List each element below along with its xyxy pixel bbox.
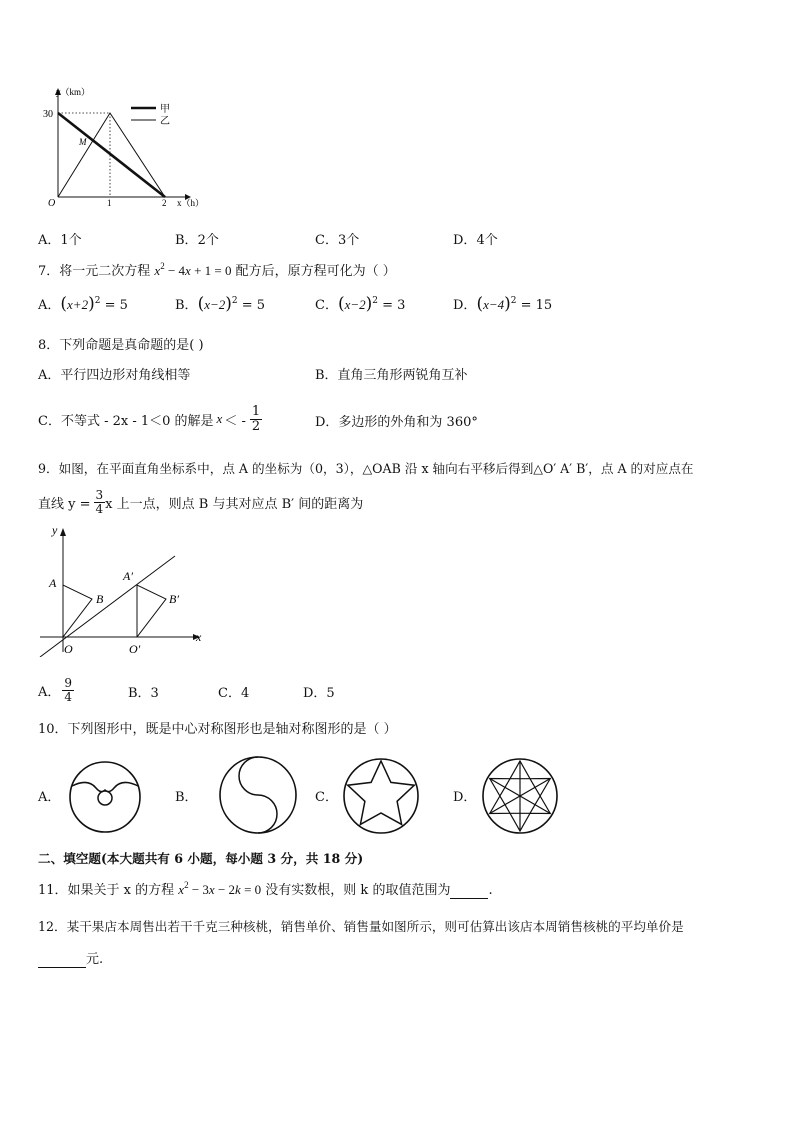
- figure-c-star-circle: [341, 756, 421, 836]
- legend-yi: 乙: [160, 116, 170, 127]
- q6-option-a: A．1个: [38, 233, 82, 248]
- q7-option-c: C．$(x-2)^2 = 3$: [315, 294, 406, 314]
- figure-b-yin-yang: [216, 753, 300, 837]
- q8-option-b: B．直角三角形两锐角互补: [315, 368, 468, 383]
- q7-stem: 7．将一元二次方程 $x^2 - 4x + 1 = 0$ 配方后，原方程可化为（ ）: [38, 261, 396, 279]
- x-tick-1: 1: [107, 198, 112, 208]
- label-o-prime: O′: [129, 642, 141, 656]
- figure-a-circle-hearts: [66, 758, 144, 836]
- q9-option-d: D．5: [303, 686, 335, 701]
- y-tick-30: 30: [43, 109, 53, 120]
- legend-jia: 甲: [160, 104, 170, 115]
- y-label: y: [52, 523, 58, 537]
- q6-option-b: B．2个: [175, 233, 219, 248]
- q10-option-b-letter: B．: [175, 790, 198, 805]
- label-a: A: [49, 576, 57, 590]
- figure-d-flower-circle: [480, 756, 560, 836]
- label-b-prime: B′: [169, 592, 179, 606]
- q8-stem: 8．下列命题是真命题的是( ): [38, 338, 204, 353]
- q10-option-a-letter: A．: [38, 790, 61, 805]
- x-label: x: [196, 630, 202, 644]
- q7-option-b: B．$(x-2)^2 = 5$: [175, 294, 266, 314]
- q8-option-c: C．不等式 - 2x - 1＜0 的解是 x ＜ - $\frac{1}{2}$: [38, 403, 261, 434]
- q9-option-c: C．4: [218, 686, 250, 701]
- q9-stem-line1: 9．如图，在平面直角坐标系中，点 A 的坐标为（0，3），△OAB 沿 x 轴向右平移后得到△O′ A′ B′，点 A 的对应点在: [38, 461, 694, 476]
- y-axis-arrow: [60, 528, 66, 536]
- x-tick-2: 2: [162, 198, 167, 208]
- line-y-3-4x: [40, 556, 175, 657]
- q11-answer-blank[interactable]: [450, 883, 488, 899]
- q8-option-a: A．平行四边形对角线相等: [38, 368, 191, 383]
- q6-option-d: D．4个: [453, 233, 498, 248]
- triangle-o2a2b2: [137, 585, 166, 637]
- line-jia: [58, 113, 165, 197]
- q9-option-a: A． $\frac{9}{4}$: [38, 675, 73, 704]
- q12-stem-line2: 元.: [38, 948, 103, 968]
- point-m-label: M: [79, 137, 87, 147]
- q10-option-c-letter: C．: [315, 790, 338, 805]
- origin-label: O: [48, 198, 56, 209]
- q10-stem: 10．下列图形中，既是中心对称图形也是轴对称图形的是（ ）: [38, 722, 397, 737]
- coordinate-graph: [35, 522, 210, 657]
- label-a-prime: A′: [123, 569, 133, 583]
- q11-stem: 11．如果关于 x 的方程 $x^2 - 3x - 2k = 0$ 没有实数根，则 k 的取值范围为 .: [38, 880, 493, 898]
- x-axis-label: x（h）: [177, 198, 205, 208]
- label-b: B: [96, 592, 104, 606]
- q8-option-d: D．多边形的外角和为 360°: [315, 415, 478, 430]
- q9-option-b: B．3: [128, 686, 159, 701]
- q7-option-d: D．$(x-4)^2 = 15$: [453, 294, 553, 314]
- section-2-title: 二、填空题(本大题共有 6 小题，每小题 3 分，共 18 分): [38, 851, 364, 866]
- q6-option-c: C．3个: [315, 233, 360, 248]
- y-axis-label: y（km）: [56, 87, 91, 97]
- distance-time-graph: [35, 82, 225, 212]
- label-o: O: [64, 642, 73, 656]
- q9-stem-line2: 直线 y = $\frac{3}{4}$ x 上一点，则点 B 与其对应点 B′ 间的距离为: [38, 487, 364, 516]
- q12-stem-line1: 12．某干果店本周售出若干千克三种核桃，销售单价、销售量如图所示，则可估算出该店本周销售核桃的平均单价是: [38, 919, 684, 934]
- q7-option-a: A．$(x+2)^2 = 5$: [38, 294, 128, 314]
- q10-option-d-letter: D．: [453, 790, 477, 805]
- q12-answer-blank[interactable]: [38, 952, 86, 968]
